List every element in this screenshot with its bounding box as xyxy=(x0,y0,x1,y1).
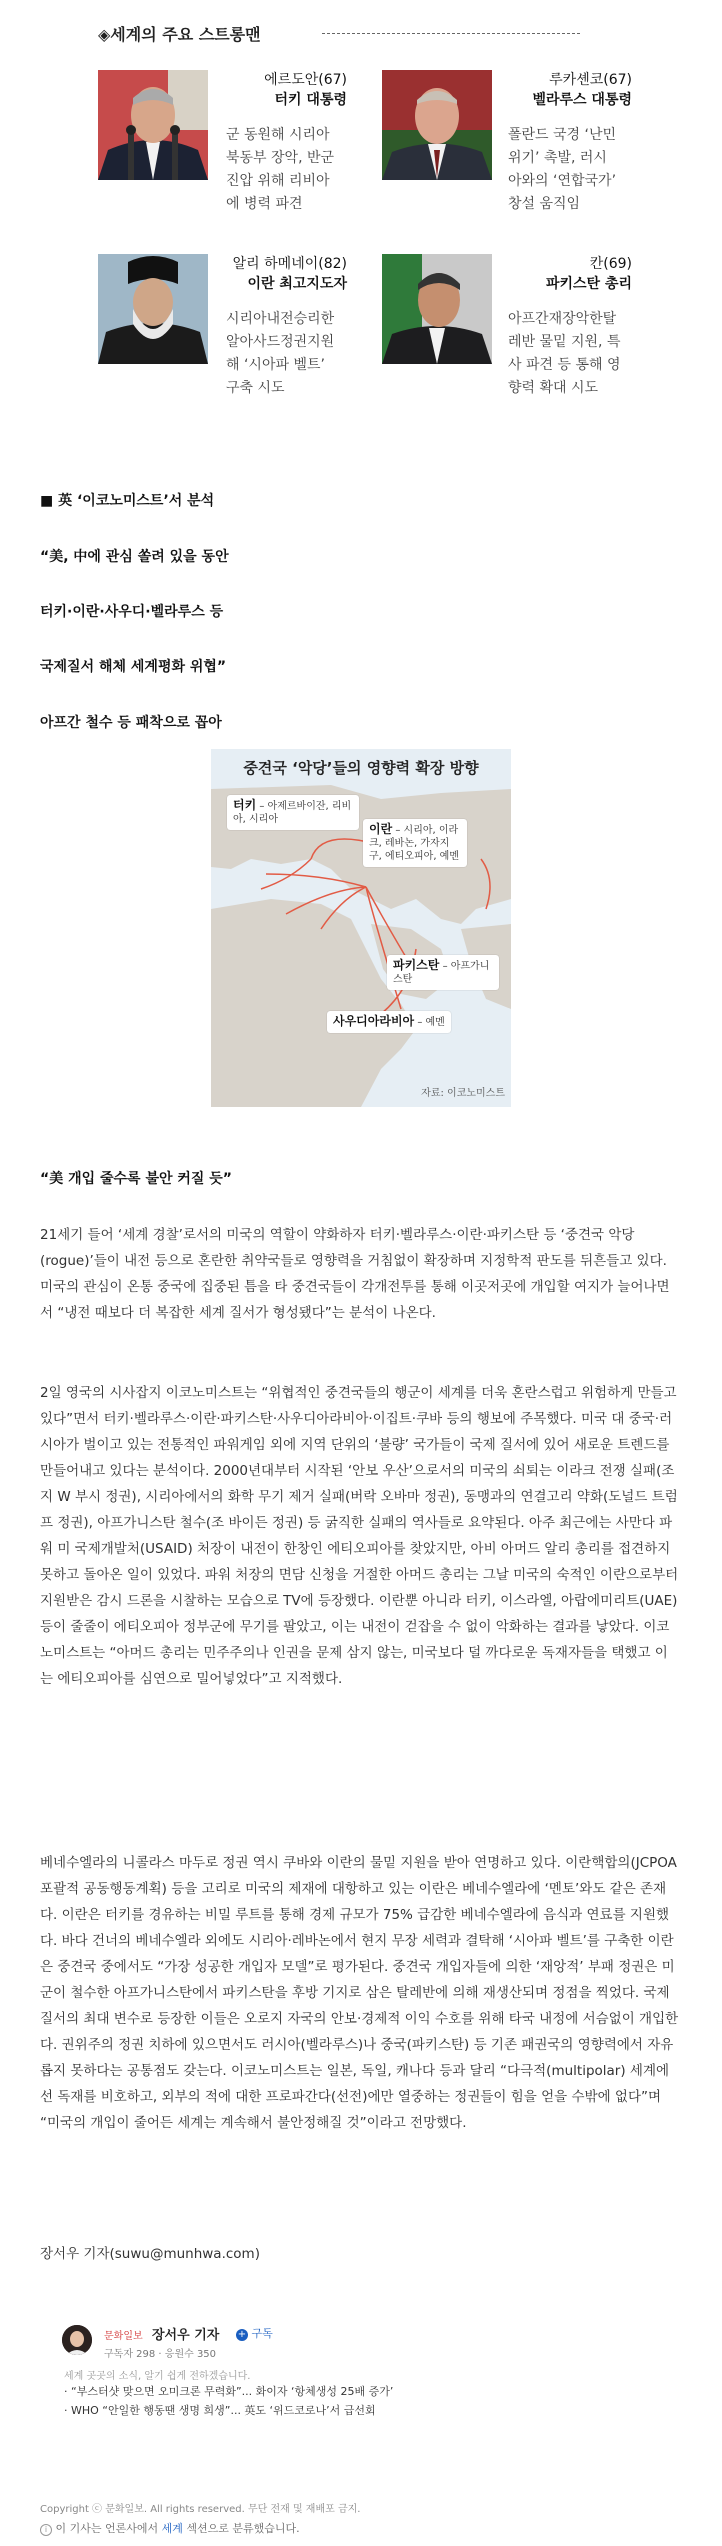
related-link[interactable]: · WHO “안일한 행동땐 생명 희생”... 英도 ‘위드코로나’서 급선회 xyxy=(64,2404,376,2417)
reporter-byline: 장서우 기자(suwu@munhwa.com) xyxy=(40,2246,260,2262)
person-name: 칸(69) 파키스탄 총리 xyxy=(545,256,632,292)
reporter-intro: 세계 곳곳의 소식, 알기 쉽게 전하겠습니다. xyxy=(64,2371,251,2382)
person-desc: 군 동원해 시리아 북동부 장악, 반군 진압 위해 리비아 에 병력 파견 xyxy=(226,127,335,212)
map-label-turkey: 터키 – 아제르바이잔, 리비아, 시리아 xyxy=(227,795,359,830)
erdogan-photo xyxy=(98,70,208,180)
map-label-saudi: 사우디아라비아 – 예멘 xyxy=(327,1011,451,1033)
article-subhead: “美 개입 줄수록 불안 커질 듯” xyxy=(40,1171,233,1187)
copyright: Copyright ⓒ 문화일보. All rights reserved. 무단 전재 및 재배포 금지. xyxy=(40,2504,361,2515)
summary-line: 국제질서 해체 세계평화 위협” xyxy=(40,659,227,675)
reporter-avatar[interactable] xyxy=(62,2325,92,2355)
article-paragraph: 21세기 들어 ‘세계 경찰’로서의 미국의 역할이 약화하자 터키·벨라루스·이란·파키스탄 등 ‘중견국 악당(rogue)’들이 내전 등으로 혼란한 취약국들로 영향력을 거침없이 확장하며 지정학적 판도를 뒤흔들고 있다. 미국의 관심이 온통 중국에 집중된 틈을 타 중견국들이 각개전투를 통해 이곳저곳에 개입할 여지가 늘어나면서 “냉전 때보다 더 복잡한 세계 질서가 형성됐다”는 분석이 나온다. xyxy=(40,1227,670,1321)
article-paragraph: 2일 영국의 시사잡지 이코노미스트는 “위협적인 중견국들의 행군이 세계를 더욱 혼란스럽고 위험하게 만들고 있다”면서 터키·벨라루스·이란·파키스탄·사우디아라비아·이집트·쿠바 등의 행보에 주목했다. 미국 대 중국·러시아가 벌이고 있는 전통적인 파워게임 외에 지역 단위의 ‘불량’ 국가들이 국제 질서에 있어 새로운 트렌드를 만들어내고 있다는 분석이다. 2000년대부터 시작된 ‘안보 우산’으로서의 미국의 쇠퇴는 이라크 전쟁 실패(조지 W 부시 정권), 시리아에서의 화학 무기 제거 실패(버락 오바마 정권), 동맹과의 연결고리 약화(도널드 트럼프 정권), 아프가니스탄 철수(조 바이든 정권) 등 굵직한 실패의 역사들로 요약된다. 아주 최근에는 사만다 파워 미 국제개발처(USAID) 처장이 내전이 한창인 에티오피아를 찾았지만, 아비 아머드 알리 총리를 접견하지 못하고 돌아온 일이 있었다. 파워 처장의 면담 신청을 거절한 아머드 총리는 그날 미국의 숙적인 이란으로부터 지원받은 감시 드론을 시찰하는 모습으로 TV에 등장했다. 이란뿐 아니라 터키, 이스라엘, 아랍에미리트(UAE) 등이 줄줄이 에티오피아 정부군에 무기를 팔았고, 이는 내전이 걷잡을 수 없이 악화하는 결과를 낳았다. 이코노미스트는 “아머드 총리는 민주주의나 인권을 문제 삼지 않는, 미국보다 덜 까다로운 독재자들을 택했고 이는 에티오피아를 심연으로 밀어넣었다”고 지적했다. xyxy=(40,1385,679,1687)
box-title: ◈세계의 주요 스트롱맨 xyxy=(98,25,261,44)
khamenei-photo xyxy=(98,254,208,364)
map-label-pakistan: 파키스탄 – 아프가니스탄 xyxy=(387,955,499,990)
influence-map xyxy=(211,749,511,1107)
person-name: 알리 하메네이(82) 이란 최고지도자 xyxy=(232,256,347,292)
reporter-stats: 구독자 298 · 응원수 350 xyxy=(104,2349,217,2360)
press-name[interactable]: 문화일보 xyxy=(104,2331,143,2342)
box-title-rule xyxy=(322,33,580,34)
plus-icon: + xyxy=(237,2329,247,2340)
info-icon: i xyxy=(40,2524,52,2536)
person-name: 루카셴코(67) 벨라루스 대통령 xyxy=(532,72,632,108)
lukashenko-photo xyxy=(382,70,492,180)
person-desc: 아프간재장악한탈 레반 물밑 지원, 특 사 파견 등 통해 영 향력 확대 시도 xyxy=(508,311,621,396)
person-desc: 폴란드 국경 ‘난민 위기’ 촉발, 러시 아와의 ‘연합국가’ 창설 움직임 xyxy=(508,127,617,212)
map-source: 자료: 이코노미스트 xyxy=(421,1088,505,1099)
person-desc: 시리아내전승리한 알아사드정권지원 해 ‘시아파 벨트’ 구축 시도 xyxy=(226,311,335,396)
related-link[interactable]: · “부스터샷 맞으면 오미크론 무력화”... 화이자 ‘항체생성 25배 증가’ xyxy=(64,2385,394,2398)
article-paragraph: 베네수엘라의 니콜라스 마두로 정권 역시 쿠바와 이란의 물밑 지원을 받아 연명하고 있다. 이란핵합의(JCPOA 포괄적 공동행동계획) 등을 고리로 미국의 제재에 대항하고 있는 이란은 베네수엘라에 ‘멘토’와도 같은 존재다. 이란은 터키를 경유하는 비밀 루트를 통해 경제 규모가 75% 급감한 베네수엘라에 음식과 연료를 지원했다. 바다 건너의 베네수엘라 외에도 시리아·레바논에서 현지 무장 세력과 결탁해 ‘시아파 벨트’를 구축한 이란은 중견국 중에서도 “가장 성공한 개입자 모델”로 평가된다. 중견국 개입자들에 의한 ‘재앙적’ 부패 정권은 미군이 철수한 아프가니스탄에서 파키스탄을 후방 기지로 삼은 탈레반에 의해 재생산되며 정점을 찍었다. 국제 질서의 최대 변수로 등장한 이들은 오로지 자국의 안보·경제적 이익 수호를 위해 타국 내정에 서슴없이 개입한다. 권위주의 정권 치하에 있으면서도 러시아(벨라루스)나 중국(파키스탄) 등 기존 패권국의 영향력에서 자유롭지 못하다는 공통점도 갖는다. 이코노미스트는 일본, 독일, 캐나다 등과 달리 “다극적(multipolar) 세계에선 독재를 비호하고, 외부의 적에 대한 프로파간다(선전)에만 열중하는 정권들이 힘을 얻을 수밖에 없다”며 “미국의 개입이 줄어든 세계는 계속해서 불안정해질 것”이라고 전망했다. xyxy=(40,1855,679,2131)
summary-line: “美, 中에 관심 쏠려 있을 동안 xyxy=(40,549,229,565)
summary-line: 터키·이란·사우디·벨라루스 등 xyxy=(40,604,224,620)
map-label-iran: 이란 – 시리아, 이라크, 레바논, 가자지구, 에티오피아, 예멘 xyxy=(363,819,467,867)
section-note: i 이 기사는 언론사에서 세계 섹션으로 분류했습니다. xyxy=(40,2520,300,2536)
summary-line: 아프간 철수 등 패착으로 꼽아 xyxy=(40,715,222,731)
summary-line: ■ 英 ‘이코노미스트’서 분석 xyxy=(40,493,215,509)
reporter-name[interactable]: 장서우 기자 xyxy=(152,2328,220,2343)
person-name: 에르도안(67) 터키 대통령 xyxy=(264,72,347,108)
map-title: 중견국 ‘악당’들의 영향력 확장 방향 xyxy=(243,759,479,777)
khan-photo xyxy=(382,254,492,364)
reporter-card xyxy=(40,2305,680,2417)
subscribe-button[interactable]: + 구독 xyxy=(237,2327,273,2340)
section-link[interactable]: 세계 xyxy=(161,2522,183,2535)
